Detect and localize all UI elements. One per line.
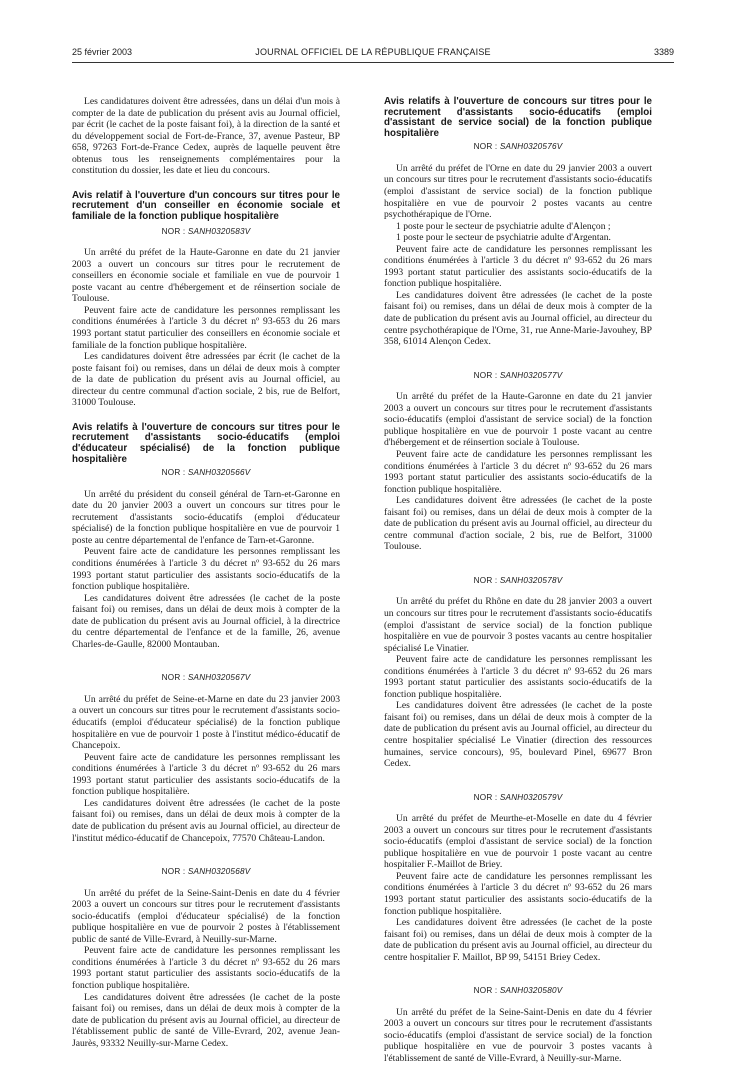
- body-paragraph: Un arrêté du préfet de la Seine-Saint-Denis en date du 4 février 2003 a ouvert un concours sur titres pour le recrutement d'assistants socio-éducatifs (emploi d'assistant de service social) de la fonction publique hospitalière en vue de pourvoir 3 postes vacants à l'établissement de santé de Ville-Evrard, à Neuilly-sur-Marne.: [384, 1006, 652, 1065]
- body-paragraph: Les candidatures doivent être adressées (le cachet de la poste faisant foi) ou remises, dans un délai de deux mois à compter de la date de publication du présent avis au Journal officiel, au directeur du centre communal d'action sociale, 2 bis, rue de Belfort, 31000 Toulouse.: [384, 495, 652, 553]
- nor-reference: [72, 866, 340, 878]
- body-paragraph: Un arrêté du préfet de la Haute-Garonne en date du 21 janvier 2003 a ouvert un concours sur titres pour le recrutement de conseillers en économie sociale et familiale en vue de pourvoir 1 poste vacant au centre d'hébergement et de réinsertion sociale de Toulouse.: [72, 247, 340, 305]
- journal-title: JOURNAL OFFICIEL DE LA RÉPUBLIQUE FRANÇAISE: [255, 47, 491, 57]
- body-paragraph: Les candidatures doivent être adressées (le cachet de la poste faisant foi) ou remises, dans un délai de deux mois à compter de la date de publication du présent avis au Journal officiel, au directeur du centre psychothérapique de l'Orne, 31, rue Anne-Marie-Javouhey, BP 358, 61014 Alençon Cedex.: [384, 289, 652, 348]
- nor-reference: [384, 575, 652, 587]
- body-paragraph: Un arrêté du préfet du Rhône en date du 28 janvier 2003 a ouvert un concours sur titres pour le recrutement d'assistants socio-éducatifs (emploi d'assistant de service social) de la fonction publique hospitalière en vue de pourvoir 3 postes vacants au centre hospitalier spécialisé Le Vinatier.: [384, 596, 652, 654]
- body-paragraph: Un arrêté du préfet de l'Orne en date du 29 janvier 2003 a ouvert un concours sur titres pour le recrutement d'assistants socio-éducatifs (emploi d'assistant de service social) de la fonction publique hospitalière en vue de pourvoir 2 postes vacants au centre psychothérapique de l'Orne.: [384, 162, 652, 221]
- body-paragraph: Un arrêté du président du conseil général de Tarn-et-Garonne en date du 20 janvier 2003 a ouvert un concours sur titres pour le recrutement d'assistants socio-éducatifs (emploi d'éducateur spécialisé) de la fonction publique hospitalière en vue de pourvoir 1 poste au centre départemental de l'enfance de Tarn-et-Garonne.: [72, 488, 340, 546]
- nor-reference: [384, 370, 652, 382]
- body-paragraph: Peuvent faire acte de candidature les personnes remplissant les conditions énumérées à l'article 3 du décret nº 93-652 du 26 mars 1993 portant statut particulier des assistants socio-éducatifs de la fonction publique hospitalière.: [384, 448, 652, 495]
- nor-label: NOR :: [473, 370, 498, 380]
- notice-title-assistant-service-social: Avis relatifs à l'ouverture de concours sur titres pour le recrutement d'assistants socio-éducatifs (emploi d'assistant de service social) de la fonction publique hospitalière: [384, 96, 652, 139]
- nor-label: NOR :: [161, 468, 186, 478]
- nor-code: SANH0320583V: [187, 226, 251, 236]
- nor-code: SANH0320576V: [499, 142, 563, 152]
- nor-label: NOR :: [161, 673, 186, 683]
- body-paragraph: Un arrêté du préfet de Seine-et-Marne en date du 23 janvier 2003 a ouvert un concours sur titres pour le recrutement d'assistants socio-éducatifs (emploi d'éducateur spécialisé) de la fonction publique hospitalière en vue de pourvoir 1 poste à l'institut médico-éducatif de Chancepoix.: [72, 693, 340, 752]
- nor-reference: [72, 672, 340, 684]
- intro-paragraph: Les candidatures doivent être adressées, dans un délai d'un mois à compter de la date de publication du présent avis au Journal officiel, par écrit (le cachet de la poste faisant foi), à la direction de la santé et du développement social de Fort-de-France, 37, avenue Pasteur, BP 658, 97263 Fort-de-France Cedex, auprès de laquelle peuvent être obtenus tous les renseignements complémentaires pour la constitution du dossier, les date et lieu du concours.: [72, 96, 340, 177]
- notice-title-conseiller: Avis relatif à l'ouverture d'un concours sur titres pour le recrutement d'un conseiller en économie sociale et familiale de la fonction publique hospitalière: [72, 189, 340, 223]
- header-rule: [72, 62, 674, 63]
- nor-code: SANH0320580V: [499, 986, 563, 996]
- nor-label: NOR :: [473, 986, 498, 996]
- body-paragraph: Peuvent faire acte de candidature les personnes remplissant les conditions énumérées à l'article 3 du décret nº 93-652 du 26 mars 1993 portant statut particulier des assistants socio-éducatifs de la fonction publique hospitalière.: [72, 751, 340, 798]
- body-paragraph: Un arrêté du préfet de la Haute-Garonne en date du 21 janvier 2003 a ouvert un concours sur titres pour le recrutement d'assistants socio-éducatifs (emploi d'assistant de service social) de la fonction publique hospitalière en vue de pourvoir 1 poste vacant au centre d'hébergement et de réinsertion sociale à Toulouse.: [384, 391, 652, 449]
- left-column: [72, 96, 340, 1049]
- nor-code: SANH0320579V: [499, 792, 563, 802]
- body-paragraph: Peuvent faire acte de candidature les personnes remplissant les conditions énumérées à l'article 3 du décret nº 93-652 du 26 mars 1993 portant statut particulier des assistants socio-éducatifs de la fonction publique hospitalière.: [384, 654, 652, 700]
- nor-label: NOR :: [161, 226, 186, 236]
- page-number: 3389: [653, 47, 674, 57]
- body-paragraph: Peuvent faire acte de candidature les personnes remplissant les conditions énumérées à l'article 3 du décret nº 93-652 du 26 mars 1993 portant statut particulier des assistants socio-éducatifs de la fonction publique hospitalière.: [72, 945, 340, 991]
- nor-label: NOR :: [473, 575, 498, 585]
- nor-label: NOR :: [161, 867, 186, 877]
- nor-code: SANH0320566V: [187, 468, 251, 478]
- body-paragraph: Un arrêté du préfet de la Seine-Saint-Denis en date du 4 février 2003 a ouvert un concours sur titres pour le recrutement d'assistants socio-éducatifs (emploi d'éducateur spécialisé) de la fonction publique hospitalière en vue de pourvoir 2 postes à l'établissement public de santé de Ville-Evrard, à Neuilly-sur-Marne.: [72, 887, 340, 945]
- nor-code: SANH0320577V: [499, 370, 563, 380]
- notice-title-educateur: Avis relatifs à l'ouverture de concours sur titres pour le recrutement d'assistants socio-éducatifs (emploi d'éducateur spécialisé) de la fonction publique hospitalière: [72, 421, 340, 465]
- right-column: [384, 97, 652, 1065]
- body-paragraph: Les candidatures doivent être adressées (le cachet de la poste faisant foi) ou remises, dans un délai de deux mois à compter de la date de publication du présent avis au Journal officiel, au directeur de l'établissement public de santé de Ville-Evrard, 202, avenue Jean-Jaurès, 93332 Neuilly-sur-Marne Cedex.: [72, 991, 340, 1049]
- nor-reference: [72, 467, 340, 479]
- nor-reference: [384, 141, 652, 153]
- issue-date: 25 février 2003: [72, 47, 133, 57]
- nor-code: SANH0320578V: [499, 575, 563, 585]
- nor-reference: [72, 226, 340, 238]
- nor-reference: [384, 792, 652, 804]
- body-paragraph: Les candidatures doivent être adressées (le cachet de la poste faisant foi) ou remises, dans un délai de deux mois à compter de la date de publication du présent avis au Journal officiel, au directeur de l'institut médico-éducatif de Chancepoix, 77570 Château-Landon.: [72, 797, 340, 844]
- body-paragraph: Les candidatures doivent être adressées par écrit (le cachet de la poste faisant foi) ou remises, dans un délai de deux mois à compter de la date de publication du présent avis au Journal officiel, au directeur du centre communal d'action sociale, 2 bis, rue de Belfort, 31000 Toulouse.: [72, 351, 340, 409]
- body-paragraph: Peuvent faire acte de candidature les personnes remplissant les conditions énumérées à l'article 3 du décret nº 93-652 du 26 mars 1993 portant statut particulier des assistants socio-éducatifs de la fonction publique hospitalière.: [384, 870, 652, 917]
- nor-reference: [384, 985, 652, 997]
- nor-code: SANH0320567V: [187, 673, 251, 683]
- body-paragraph: Peuvent faire acte de candidature les personnes remplissant les conditions énumérées à l'article 3 du décret nº 93-652 du 26 mars 1993 portant statut particulier des assistants socio-éducatifs de la fonction publique hospitalière.: [72, 546, 340, 593]
- nor-code: SANH0320568V: [187, 867, 251, 877]
- body-paragraph: Les candidatures doivent être adressées (le cachet de la poste faisant foi) ou remises, dans un délai de deux mois à compter de la date de publication du présent avis au Journal officiel, à la directrice du centre départemental de l'enfance et de la famille, 26, avenue Charles-de-Gaulle, 82000 Montauban.: [72, 592, 340, 650]
- list-item: 1 poste pour le secteur de psychiatrie adulte d'Alençon ;: [396, 220, 611, 232]
- nor-label: NOR :: [473, 142, 498, 152]
- body-paragraph: Les candidatures doivent être adressées (le cachet de la poste faisant foi) ou remises, dans un délai de deux mois à compter de la date de publication du présent avis au Journal officiel, au directeur du centre hospitalier F. Maillot, BP 99, 54151 Briey Cedex.: [384, 917, 652, 963]
- body-paragraph: Peuvent faire acte de candidature les personnes remplissant les conditions énumérées à l'article 3 du décret nº 93-653 du 26 mars 1993 portant statut particulier des conseillers en économie sociale et familiale de la fonction publique hospitalière.: [72, 304, 340, 351]
- body-paragraph: Les candidatures doivent être adressées (le cachet de la poste faisant foi) ou remises, dans un délai de deux mois à compter de la date de publication du présent avis au Journal officiel, au directeur du centre hospitalier spécialisé Le Vinatier (direction des ressources humaines, service concours), 95, boulevard Pinel, 69677 Bron Cedex.: [384, 700, 652, 770]
- body-paragraph: Peuvent faire acte de candidature les personnes remplissant les conditions énumérées à l'article 3 du décret nº 93-652 du 26 mars 1993 portant statut particulier des assistants socio-éducatifs de la fonction publique hospitalière.: [384, 243, 652, 290]
- nor-label: NOR :: [473, 792, 498, 802]
- page-header: [72, 47, 674, 61]
- list-item: 1 poste pour le secteur de psychiatrie adulte d'Argentan.: [396, 232, 611, 244]
- body-paragraph: Un arrêté du préfet de Meurthe-et-Moselle en date du 4 février 2003 a ouvert un concours sur titres pour le recrutement d'assistants socio-éducatifs (emploi d'assistant de service social) de la fonction publique hospitalière en vue de pourvoir 1 poste vacant au centre hospitalier F.-Maillot de Briey.: [384, 813, 652, 871]
